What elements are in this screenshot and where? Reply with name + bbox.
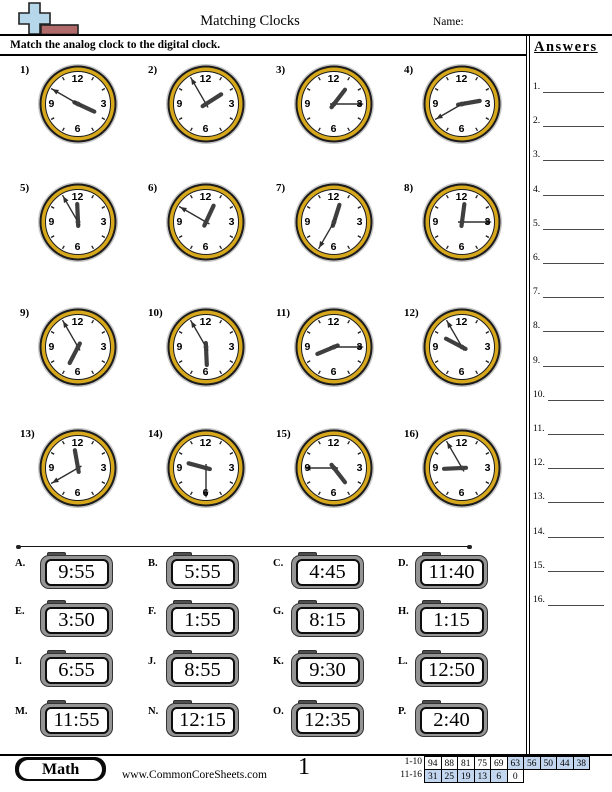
- digital-time-display: 12:15: [171, 707, 235, 734]
- digital-clock-d: [415, 555, 488, 589]
- answer-write-line[interactable]: [548, 388, 604, 401]
- clock-hub: [75, 101, 80, 106]
- clock-numeral-9: 9: [48, 215, 55, 228]
- digital-clock-n: [166, 703, 239, 737]
- clock-numeral-6: 6: [330, 240, 337, 253]
- subject-badge: [15, 757, 106, 781]
- clock-numeral-12: 12: [199, 190, 212, 203]
- instruction-text: Match the analog clock to the digital clock.: [10, 39, 221, 51]
- header-divider: [0, 34, 612, 36]
- digital-clock-h: [415, 603, 488, 637]
- score-cell: 56: [523, 756, 541, 770]
- clock-numeral-9: 9: [176, 215, 183, 228]
- clock-numeral-3: 3: [228, 340, 235, 353]
- digital-time-display: 11:55: [45, 707, 109, 734]
- answer-blank-1: [533, 79, 604, 93]
- answer-blank-16: [533, 592, 604, 606]
- clock-numeral-12: 12: [455, 315, 468, 328]
- clock-numeral-6: 6: [74, 486, 81, 499]
- answer-blank-14: [533, 524, 604, 538]
- divider-dot-right: [467, 545, 472, 550]
- score-cell: 38: [573, 756, 591, 770]
- clock-numeral-9: 9: [304, 340, 311, 353]
- digital-clock-k: [291, 653, 364, 687]
- digital-clock-frame: [166, 555, 239, 589]
- clock-numeral-6: 6: [74, 240, 81, 253]
- clock-numeral-12: 12: [455, 190, 468, 203]
- answer-blank-4: [533, 182, 604, 196]
- score-cell: 31: [424, 769, 442, 783]
- clock-numeral-3: 3: [356, 461, 363, 474]
- digital-clock-l: [415, 653, 488, 687]
- digital-time-display: 12:35: [296, 707, 360, 734]
- digital-clock-frame: [415, 653, 488, 687]
- analog-clock-16: [429, 435, 495, 501]
- answer-number: 12.: [533, 458, 545, 469]
- clock-numeral-9: 9: [304, 97, 311, 110]
- answer-number: 14.: [533, 526, 545, 537]
- digital-clock-letter: P.: [398, 706, 407, 717]
- digital-clock-e: [40, 603, 113, 637]
- divider-dot-left: [16, 545, 21, 550]
- digital-time-display: 2:40: [420, 707, 484, 734]
- clock-numeral-9: 9: [432, 340, 439, 353]
- answer-blank-11: [533, 421, 604, 435]
- instruction-divider: [0, 54, 527, 56]
- digital-time-display: 8:55: [171, 657, 235, 684]
- answer-blank-13: [533, 489, 604, 503]
- answer-number: 4.: [533, 184, 541, 195]
- digital-clock-b: [166, 555, 239, 589]
- answer-number: 16.: [533, 595, 545, 605]
- clock-numeral-3: 3: [484, 340, 491, 353]
- score-cell: 19: [457, 769, 475, 783]
- score-cell: 63: [507, 756, 525, 770]
- clock-numeral-12: 12: [327, 315, 340, 328]
- analog-clock-number: 11): [276, 307, 291, 319]
- analog-clock-number: 9): [20, 307, 30, 319]
- digital-clock-frame: [291, 555, 364, 589]
- answer-number: 1.: [533, 82, 541, 92]
- digital-clock-letter: K.: [273, 656, 284, 667]
- answer-write-line[interactable]: [548, 456, 604, 469]
- analog-clock-number: 10): [148, 307, 163, 319]
- digital-time-display: 1:55: [171, 607, 235, 634]
- clock-numeral-12: 12: [327, 190, 340, 203]
- digital-clock-frame: [40, 653, 113, 687]
- digital-clock-g: [291, 603, 364, 637]
- clock-numeral-3: 3: [484, 97, 491, 110]
- answer-blank-2: [533, 113, 604, 127]
- analog-clock-15: [301, 435, 367, 501]
- answers-column-border: [526, 34, 530, 756]
- digital-clock-i: [40, 653, 113, 687]
- minute-hand-arrow: [52, 477, 59, 483]
- answer-write-line[interactable]: [543, 285, 604, 298]
- clock-hub: [331, 101, 336, 106]
- score-cell: 6: [490, 769, 508, 783]
- clock-numeral-3: 3: [228, 97, 235, 110]
- clock-numeral-6: 6: [202, 365, 209, 378]
- clock-numeral-6: 6: [74, 365, 81, 378]
- minute-hand-arrow: [319, 241, 325, 248]
- analog-clock-4: [429, 71, 495, 137]
- analog-clock-3: [301, 71, 367, 137]
- answer-blank-9: [533, 353, 604, 367]
- minute-hand-arrow: [447, 442, 453, 449]
- digital-clock-frame: [166, 703, 239, 737]
- analog-clock-8: [429, 189, 495, 255]
- answer-write-line[interactable]: [543, 148, 604, 161]
- score-cell: 25: [441, 769, 459, 783]
- clock-numeral-3: 3: [356, 97, 363, 110]
- analog-clock-14: [173, 435, 239, 501]
- clock-numeral-12: 12: [71, 190, 84, 203]
- score-cell: 75: [474, 756, 492, 770]
- answers-title: Answers: [534, 39, 598, 55]
- analog-clock-number: 6): [148, 182, 158, 194]
- clock-numeral-9: 9: [48, 340, 55, 353]
- digital-clock-frame: [166, 603, 239, 637]
- answer-write-line[interactable]: [548, 525, 604, 538]
- clock-numeral-3: 3: [100, 215, 107, 228]
- digital-time-display: 12:50: [420, 657, 484, 684]
- answer-number: 8.: [533, 321, 541, 332]
- digital-time-display: 9:55: [45, 559, 109, 586]
- clock-numeral-9: 9: [48, 97, 55, 110]
- clock-numeral-12: 12: [455, 436, 468, 449]
- digital-clock-frame: [291, 653, 364, 687]
- score-cell: 50: [540, 756, 558, 770]
- clock-numeral-9: 9: [176, 461, 183, 474]
- score-row-label: 11-16: [400, 770, 422, 780]
- clock-numeral-3: 3: [484, 215, 491, 228]
- digital-clock-frame: [40, 603, 113, 637]
- clock-hub: [331, 219, 336, 224]
- answer-write-line[interactable]: [543, 183, 604, 196]
- clock-numeral-6: 6: [458, 240, 465, 253]
- digital-clock-frame: [415, 555, 488, 589]
- score-cell: 69: [490, 756, 508, 770]
- analog-clock-number: 8): [404, 182, 414, 194]
- answer-blank-3: [533, 147, 604, 161]
- digital-clock-frame: [291, 703, 364, 737]
- digital-clock-letter: L.: [398, 656, 408, 667]
- digital-clock-frame: [40, 555, 113, 589]
- clock-hub: [459, 344, 464, 349]
- clock-numeral-9: 9: [432, 215, 439, 228]
- name-label: Name:: [433, 16, 464, 28]
- clock-numeral-12: 12: [71, 72, 84, 85]
- analog-clock-number: 14): [148, 428, 163, 440]
- clock-numeral-3: 3: [100, 97, 107, 110]
- digital-clock-letter: G.: [273, 606, 284, 617]
- clock-numeral-9: 9: [432, 97, 439, 110]
- digital-clock-j: [166, 653, 239, 687]
- clock-numeral-6: 6: [458, 365, 465, 378]
- clock-numeral-6: 6: [202, 122, 209, 135]
- digital-clock-letter: M.: [15, 706, 28, 717]
- clock-numeral-6: 6: [74, 122, 81, 135]
- analog-clock-number: 1): [20, 64, 30, 76]
- answer-write-line[interactable]: [548, 593, 604, 606]
- digital-clock-letter: A.: [15, 558, 26, 569]
- page-title: Matching Clocks: [200, 13, 300, 29]
- digital-clock-c: [291, 555, 364, 589]
- digital-clock-letter: D.: [398, 558, 409, 569]
- answer-write-line[interactable]: [543, 319, 604, 332]
- digital-clock-letter: N.: [148, 706, 159, 717]
- clock-hub: [75, 344, 80, 349]
- analog-clock-number: 2): [148, 64, 158, 76]
- answer-number: 11.: [533, 424, 545, 434]
- analog-clock-number: 3): [276, 64, 286, 76]
- clock-numeral-3: 3: [228, 215, 235, 228]
- digital-clock-letter: J.: [148, 656, 156, 667]
- score-row-1-10: [391, 756, 590, 770]
- analog-clock-number: 5): [20, 182, 30, 194]
- digital-clock-letter: O.: [273, 706, 284, 717]
- digital-clock-p: [415, 703, 488, 737]
- clock-numeral-9: 9: [304, 461, 311, 474]
- clock-numeral-6: 6: [458, 122, 465, 135]
- clock-numeral-9: 9: [176, 340, 183, 353]
- digital-time-display: 5:55: [171, 559, 235, 586]
- minute-hand-arrow: [436, 113, 443, 119]
- answer-write-line[interactable]: [543, 114, 604, 127]
- answer-number: 7.: [533, 287, 541, 298]
- digital-clock-f: [166, 603, 239, 637]
- score-row-label: 1-10: [404, 757, 422, 767]
- digital-clock-frame: [415, 603, 488, 637]
- score-cell: 81: [457, 756, 475, 770]
- answer-write-line[interactable]: [548, 422, 604, 435]
- clock-numeral-12: 12: [455, 72, 468, 85]
- clock-numeral-12: 12: [327, 436, 340, 449]
- clock-numeral-3: 3: [100, 340, 107, 353]
- digital-clock-letter: E.: [15, 606, 25, 617]
- answer-write-line[interactable]: [543, 354, 604, 367]
- score-cell: 13: [474, 769, 492, 783]
- clock-hub: [459, 465, 464, 470]
- clock-numeral-12: 12: [199, 315, 212, 328]
- clock-numeral-3: 3: [100, 461, 107, 474]
- clock-numeral-9: 9: [176, 97, 183, 110]
- clock-numeral-6: 6: [202, 240, 209, 253]
- analog-clock-13: [45, 435, 111, 501]
- website-text: www.CommonCoreSheets.com: [122, 769, 267, 781]
- analog-clock-11: [301, 314, 367, 380]
- analog-clock-6: [173, 189, 239, 255]
- clock-hub: [203, 465, 208, 470]
- analog-clock-10: [173, 314, 239, 380]
- answer-write-line[interactable]: [543, 80, 604, 93]
- clock-numeral-9: 9: [48, 461, 55, 474]
- analog-clock-1: [45, 71, 111, 137]
- analog-clock-7: [301, 189, 367, 255]
- subject-label: Math: [19, 760, 102, 779]
- answer-write-line[interactable]: [543, 251, 604, 264]
- plus-cross-icon: [12, 1, 80, 37]
- minute-hand-arrow: [180, 207, 187, 213]
- score-table: [391, 756, 590, 783]
- clock-numeral-12: 12: [199, 72, 212, 85]
- clock-hub: [331, 465, 336, 470]
- clock-numeral-3: 3: [356, 340, 363, 353]
- digital-clock-frame: [166, 653, 239, 687]
- clock-numeral-6: 6: [330, 365, 337, 378]
- digital-time-display: 11:40: [420, 559, 484, 586]
- answer-number: 13.: [533, 492, 545, 503]
- answer-write-line[interactable]: [543, 217, 604, 230]
- clock-numeral-6: 6: [330, 122, 337, 135]
- answer-blank-8: [533, 318, 604, 332]
- digital-clock-frame: [415, 703, 488, 737]
- section-divider: [18, 546, 470, 547]
- digital-time-display: 6:55: [45, 657, 109, 684]
- score-row-11-16: [391, 769, 590, 783]
- answer-number: 5.: [533, 218, 541, 229]
- answer-number: 15.: [533, 560, 545, 571]
- analog-clock-number: 13): [20, 428, 35, 440]
- digital-clock-letter: I.: [15, 656, 22, 667]
- clock-hub: [75, 465, 80, 470]
- digital-time-display: 9:30: [296, 657, 360, 684]
- minute-hand-arrow: [63, 196, 69, 203]
- answer-number: 6.: [533, 253, 541, 263]
- minute-hand-arrow: [191, 78, 197, 85]
- digital-clock-letter: H.: [398, 606, 409, 617]
- clock-hub: [459, 101, 464, 106]
- score-cell: 88: [441, 756, 459, 770]
- analog-clock-2: [173, 71, 239, 137]
- digital-clock-frame: [291, 603, 364, 637]
- digital-clock-a: [40, 555, 113, 589]
- digital-clock-frame: [40, 703, 113, 737]
- score-cell: 0: [507, 769, 525, 783]
- analog-clock-number: 15): [276, 428, 291, 440]
- minute-hand-arrow: [191, 321, 197, 328]
- clock-numeral-6: 6: [458, 486, 465, 499]
- clock-hub: [331, 344, 336, 349]
- minute-hand-arrow: [447, 321, 453, 328]
- analog-clock-12: [429, 314, 495, 380]
- answer-write-line[interactable]: [548, 490, 604, 503]
- clock-numeral-12: 12: [199, 436, 212, 449]
- clock-numeral-12: 12: [327, 72, 340, 85]
- clock-numeral-12: 12: [71, 315, 84, 328]
- digital-clock-m: [40, 703, 113, 737]
- answer-blank-15: [533, 558, 604, 572]
- clock-hub: [203, 344, 208, 349]
- clock-numeral-6: 6: [330, 486, 337, 499]
- score-cell: 44: [556, 756, 574, 770]
- digital-time-display: 4:45: [296, 559, 360, 586]
- digital-time-display: 1:15: [420, 607, 484, 634]
- minute-hand-arrow: [63, 321, 69, 328]
- clock-numeral-3: 3: [356, 215, 363, 228]
- answer-blank-12: [533, 455, 604, 469]
- analog-clock-number: 7): [276, 182, 286, 194]
- digital-clock-letter: B.: [148, 558, 158, 569]
- page-number: 1: [298, 754, 310, 780]
- analog-clock-number: 4): [404, 64, 414, 76]
- answer-write-line[interactable]: [548, 559, 604, 572]
- answer-blank-6: [533, 250, 604, 264]
- answer-blank-5: [533, 216, 604, 230]
- answer-number: 2.: [533, 116, 541, 127]
- clock-numeral-3: 3: [228, 461, 235, 474]
- minute-hand-arrow: [52, 89, 59, 95]
- analog-clock-number: 12): [404, 307, 419, 319]
- clock-numeral-9: 9: [304, 215, 311, 228]
- digital-time-display: 3:50: [45, 607, 109, 634]
- digital-clock-letter: F.: [148, 606, 157, 617]
- answer-number: 10.: [533, 389, 545, 400]
- answer-number: 3.: [533, 150, 541, 161]
- clock-hub: [203, 101, 208, 106]
- clock-hub: [459, 219, 464, 224]
- answer-blank-10: [533, 387, 604, 401]
- clock-hub: [203, 219, 208, 224]
- analog-clock-5: [45, 189, 111, 255]
- analog-clock-number: 16): [404, 428, 419, 440]
- digital-time-display: 8:15: [296, 607, 360, 634]
- digital-clock-letter: C.: [273, 558, 284, 569]
- clock-numeral-3: 3: [484, 461, 491, 474]
- clock-hub: [75, 219, 80, 224]
- analog-clock-9: [45, 314, 111, 380]
- score-cell: 94: [424, 756, 442, 770]
- clock-numeral-9: 9: [432, 461, 439, 474]
- clock-numeral-12: 12: [71, 436, 84, 449]
- digital-clock-o: [291, 703, 364, 737]
- answer-number: 9.: [533, 355, 541, 366]
- answer-blank-7: [533, 284, 604, 298]
- clock-numeral-6: 6: [202, 486, 209, 499]
